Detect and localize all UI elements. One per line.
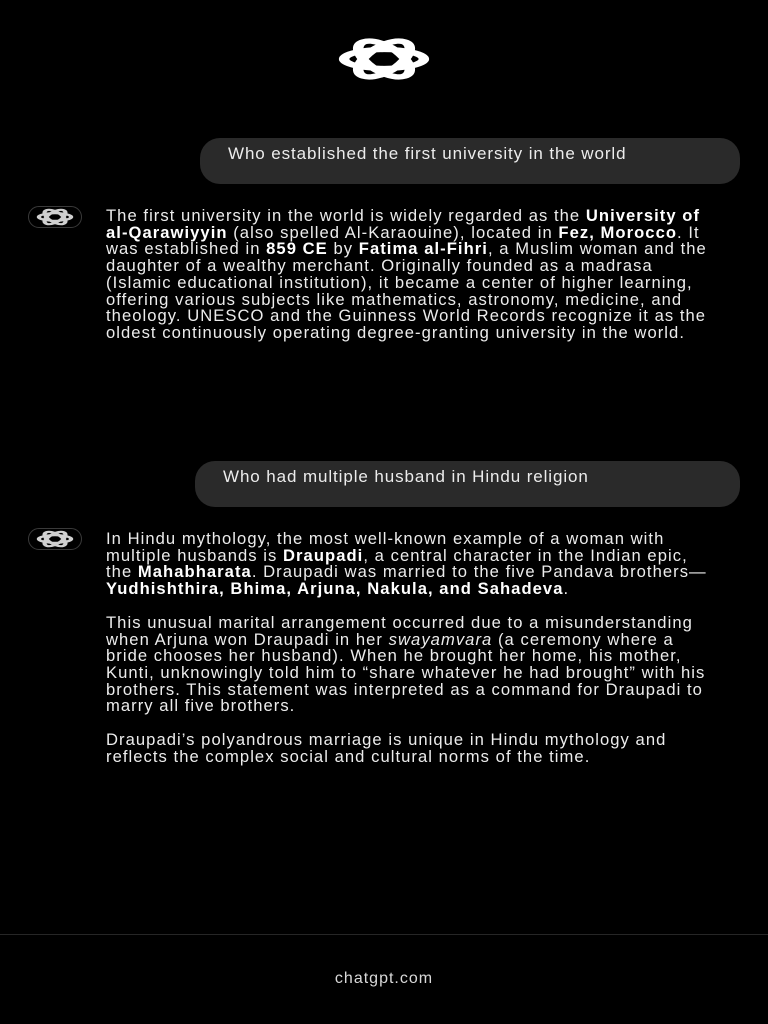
- assistant-avatar-icon: [28, 528, 82, 550]
- text-span: (a ceremony where a bride chooses her husband). When he brought her home, his mother, Kunti, unknowingly told him to “share whatever he had brought” with his brothers. This statement was interpreted as a command for Draupadi to marry all five brothers.: [106, 629, 706, 716]
- assistant-paragraph: [106, 531, 718, 598]
- openai-logo-icon: [334, 34, 434, 84]
- user-message-bubble: [200, 138, 740, 184]
- user-message-bubble: [195, 461, 740, 507]
- text-span: The first university in the world is widely regarded as the: [106, 206, 586, 225]
- bold-founder: Fatima al-Fihri: [358, 239, 488, 259]
- assistant-paragraph: [106, 208, 718, 342]
- footer-divider: [0, 934, 768, 935]
- assistant-message: [106, 531, 718, 765]
- bold-epic: Mahabharata: [137, 562, 252, 582]
- assistant-avatar-icon: [28, 206, 82, 228]
- footer-url[interactable]: chatgpt.com: [334, 970, 434, 987]
- text-span: This unusual marital arrangement occurred due to a misunderstanding when Arjuna won Draupadi in her: [106, 612, 693, 649]
- text-span: In Hindu mythology, the most well-known example of a woman with multiple husbands is: [106, 529, 665, 565]
- text-span: (also spelled Al-Karaouine), located in: [227, 222, 559, 242]
- text-span: , a central character in the Indian epic, the: [106, 545, 688, 582]
- bold-brothers: Yudhishthira, Bhima, Arjuna, Nakula, and Sahadeva: [106, 579, 564, 599]
- bold-year: 859 CE: [266, 239, 328, 259]
- text-span: by: [327, 239, 359, 259]
- text-span: . It was established in: [106, 222, 700, 259]
- italic-term: swayamvara: [388, 629, 493, 649]
- bold-location: Fez, Morocco: [558, 222, 678, 242]
- assistant-message: [106, 208, 718, 342]
- text-span: . Draupadi was married to the five Pandava brothers—: [251, 562, 707, 582]
- user-message-text: Who had multiple husband in Hindu religion: [223, 467, 589, 486]
- user-message-text: Who established the first university in the world: [228, 144, 627, 163]
- bold-name: Draupadi: [283, 545, 364, 565]
- assistant-paragraph: [106, 612, 718, 716]
- text-span: .: [563, 579, 570, 599]
- text-span: , a Muslim woman and the daughter of a wealthy merchant. Originally founded as a madrasa (Islamic educational institution), it became a center of higher learning, offering various subjects like mathematics, astronomy, medicine, and theology. UNESCO and the Guinness World Records recognize it as the oldest continuously operating degree-granting university in the world.: [106, 239, 707, 342]
- bold-university-name: University of al-Qarawiyyin: [106, 206, 701, 242]
- assistant-paragraph: Draupadi’s polyandrous marriage is unique in Hindu mythology and reflects the complex social and cultural norms of the time.: [106, 730, 667, 766]
